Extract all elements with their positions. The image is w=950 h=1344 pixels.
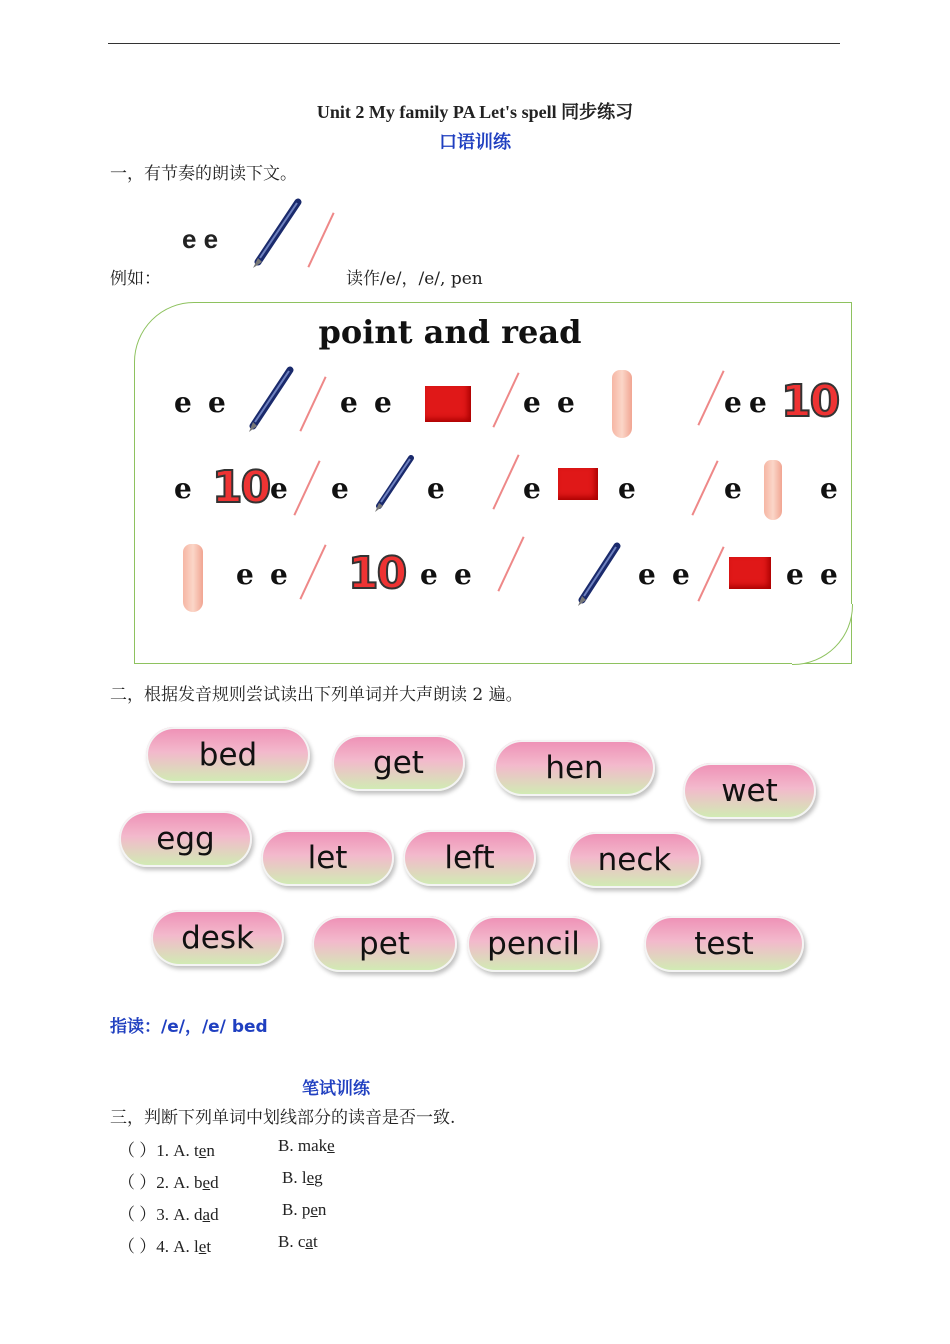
letter-e: e (557, 386, 575, 419)
word-card: neck (568, 832, 701, 888)
section2-heading: 二，根据发音规则尝试读出下列单词并大声朗读 2 遍。 (110, 685, 523, 705)
letter-e: e (638, 558, 656, 591)
question-option-b: B. cat (278, 1232, 318, 1251)
section1-heading: 一，有节奏的朗读下文。 (110, 164, 297, 184)
letter-e: e (523, 472, 541, 505)
letter-e: e (374, 386, 392, 419)
word-card: left (403, 830, 536, 886)
example-reading: 读作/e/，/e/, pen (346, 269, 483, 289)
letter-e: e (340, 386, 358, 419)
letter-e: e (427, 472, 445, 505)
number-ten-icon: 10 (781, 376, 839, 427)
question-option-b: B. make (278, 1136, 335, 1155)
red-square-icon (425, 386, 471, 422)
letter-e: e (523, 386, 541, 419)
leg-icon (612, 370, 632, 438)
oral-section-heading: 口语训练 (439, 132, 511, 153)
red-square-icon (558, 468, 598, 500)
pen-icon (245, 366, 295, 434)
panel-title: point and read (318, 313, 582, 351)
letter-e: e (208, 386, 226, 419)
leg-icon (183, 544, 203, 612)
example-letters: e e (182, 224, 219, 254)
example-prefix: 例如： (110, 269, 161, 289)
letter-e: e (724, 472, 742, 505)
word-card: pet (312, 916, 457, 972)
letter-e: e (820, 472, 838, 505)
pointing-reading: 指读：/e/，/e/ bed (110, 1017, 268, 1037)
leg-icon (764, 460, 782, 520)
pen-icon (248, 196, 304, 270)
letter-e: e (820, 558, 838, 591)
letter-e: e (672, 558, 690, 591)
pen-icon (574, 542, 622, 608)
letter-e: e (749, 386, 767, 419)
word-card: egg (119, 811, 252, 867)
letter-e: e (618, 472, 636, 505)
word-card: desk (151, 910, 284, 966)
question-option-b: B. leg (282, 1168, 323, 1187)
question-item: （ ）2. A. bed (118, 1173, 219, 1192)
page-title: Unit 2 My family PA Let's spell 同步练习 (316, 102, 634, 122)
letter-e: e (786, 558, 804, 591)
letter-e: e (454, 558, 472, 591)
letter-e: e (270, 472, 288, 505)
letter-e: e (331, 472, 349, 505)
header-rule (108, 43, 840, 44)
letter-e: e (724, 386, 742, 419)
written-section-heading: 笔试训练 (302, 1079, 370, 1099)
word-card: get (332, 735, 465, 791)
word-card: wet (683, 763, 816, 819)
question-option-b: B. pen (282, 1200, 327, 1219)
letter-e: e (270, 558, 288, 591)
red-square-icon (729, 557, 771, 589)
letter-e: e (236, 558, 254, 591)
question-item: （ ）3. A. dad (118, 1205, 219, 1224)
slash-mark (307, 212, 334, 267)
number-ten-icon: 10 (212, 462, 270, 513)
word-card: test (644, 916, 804, 972)
letter-e: e (174, 386, 192, 419)
question-item: （ ）1. A. ten (118, 1141, 215, 1160)
question-item: （ ）4. A. let (118, 1237, 212, 1256)
letter-e: e (420, 558, 438, 591)
word-card: pencil (467, 916, 600, 972)
number-ten-icon: 10 (348, 548, 406, 599)
section3-heading: 三，判断下列单词中划线部分的读音是否一致. (110, 1108, 456, 1128)
word-card: let (261, 830, 394, 886)
letter-e: e (174, 472, 192, 505)
word-card: bed (146, 727, 310, 783)
pen-icon (372, 454, 416, 514)
word-card: hen (494, 740, 655, 796)
